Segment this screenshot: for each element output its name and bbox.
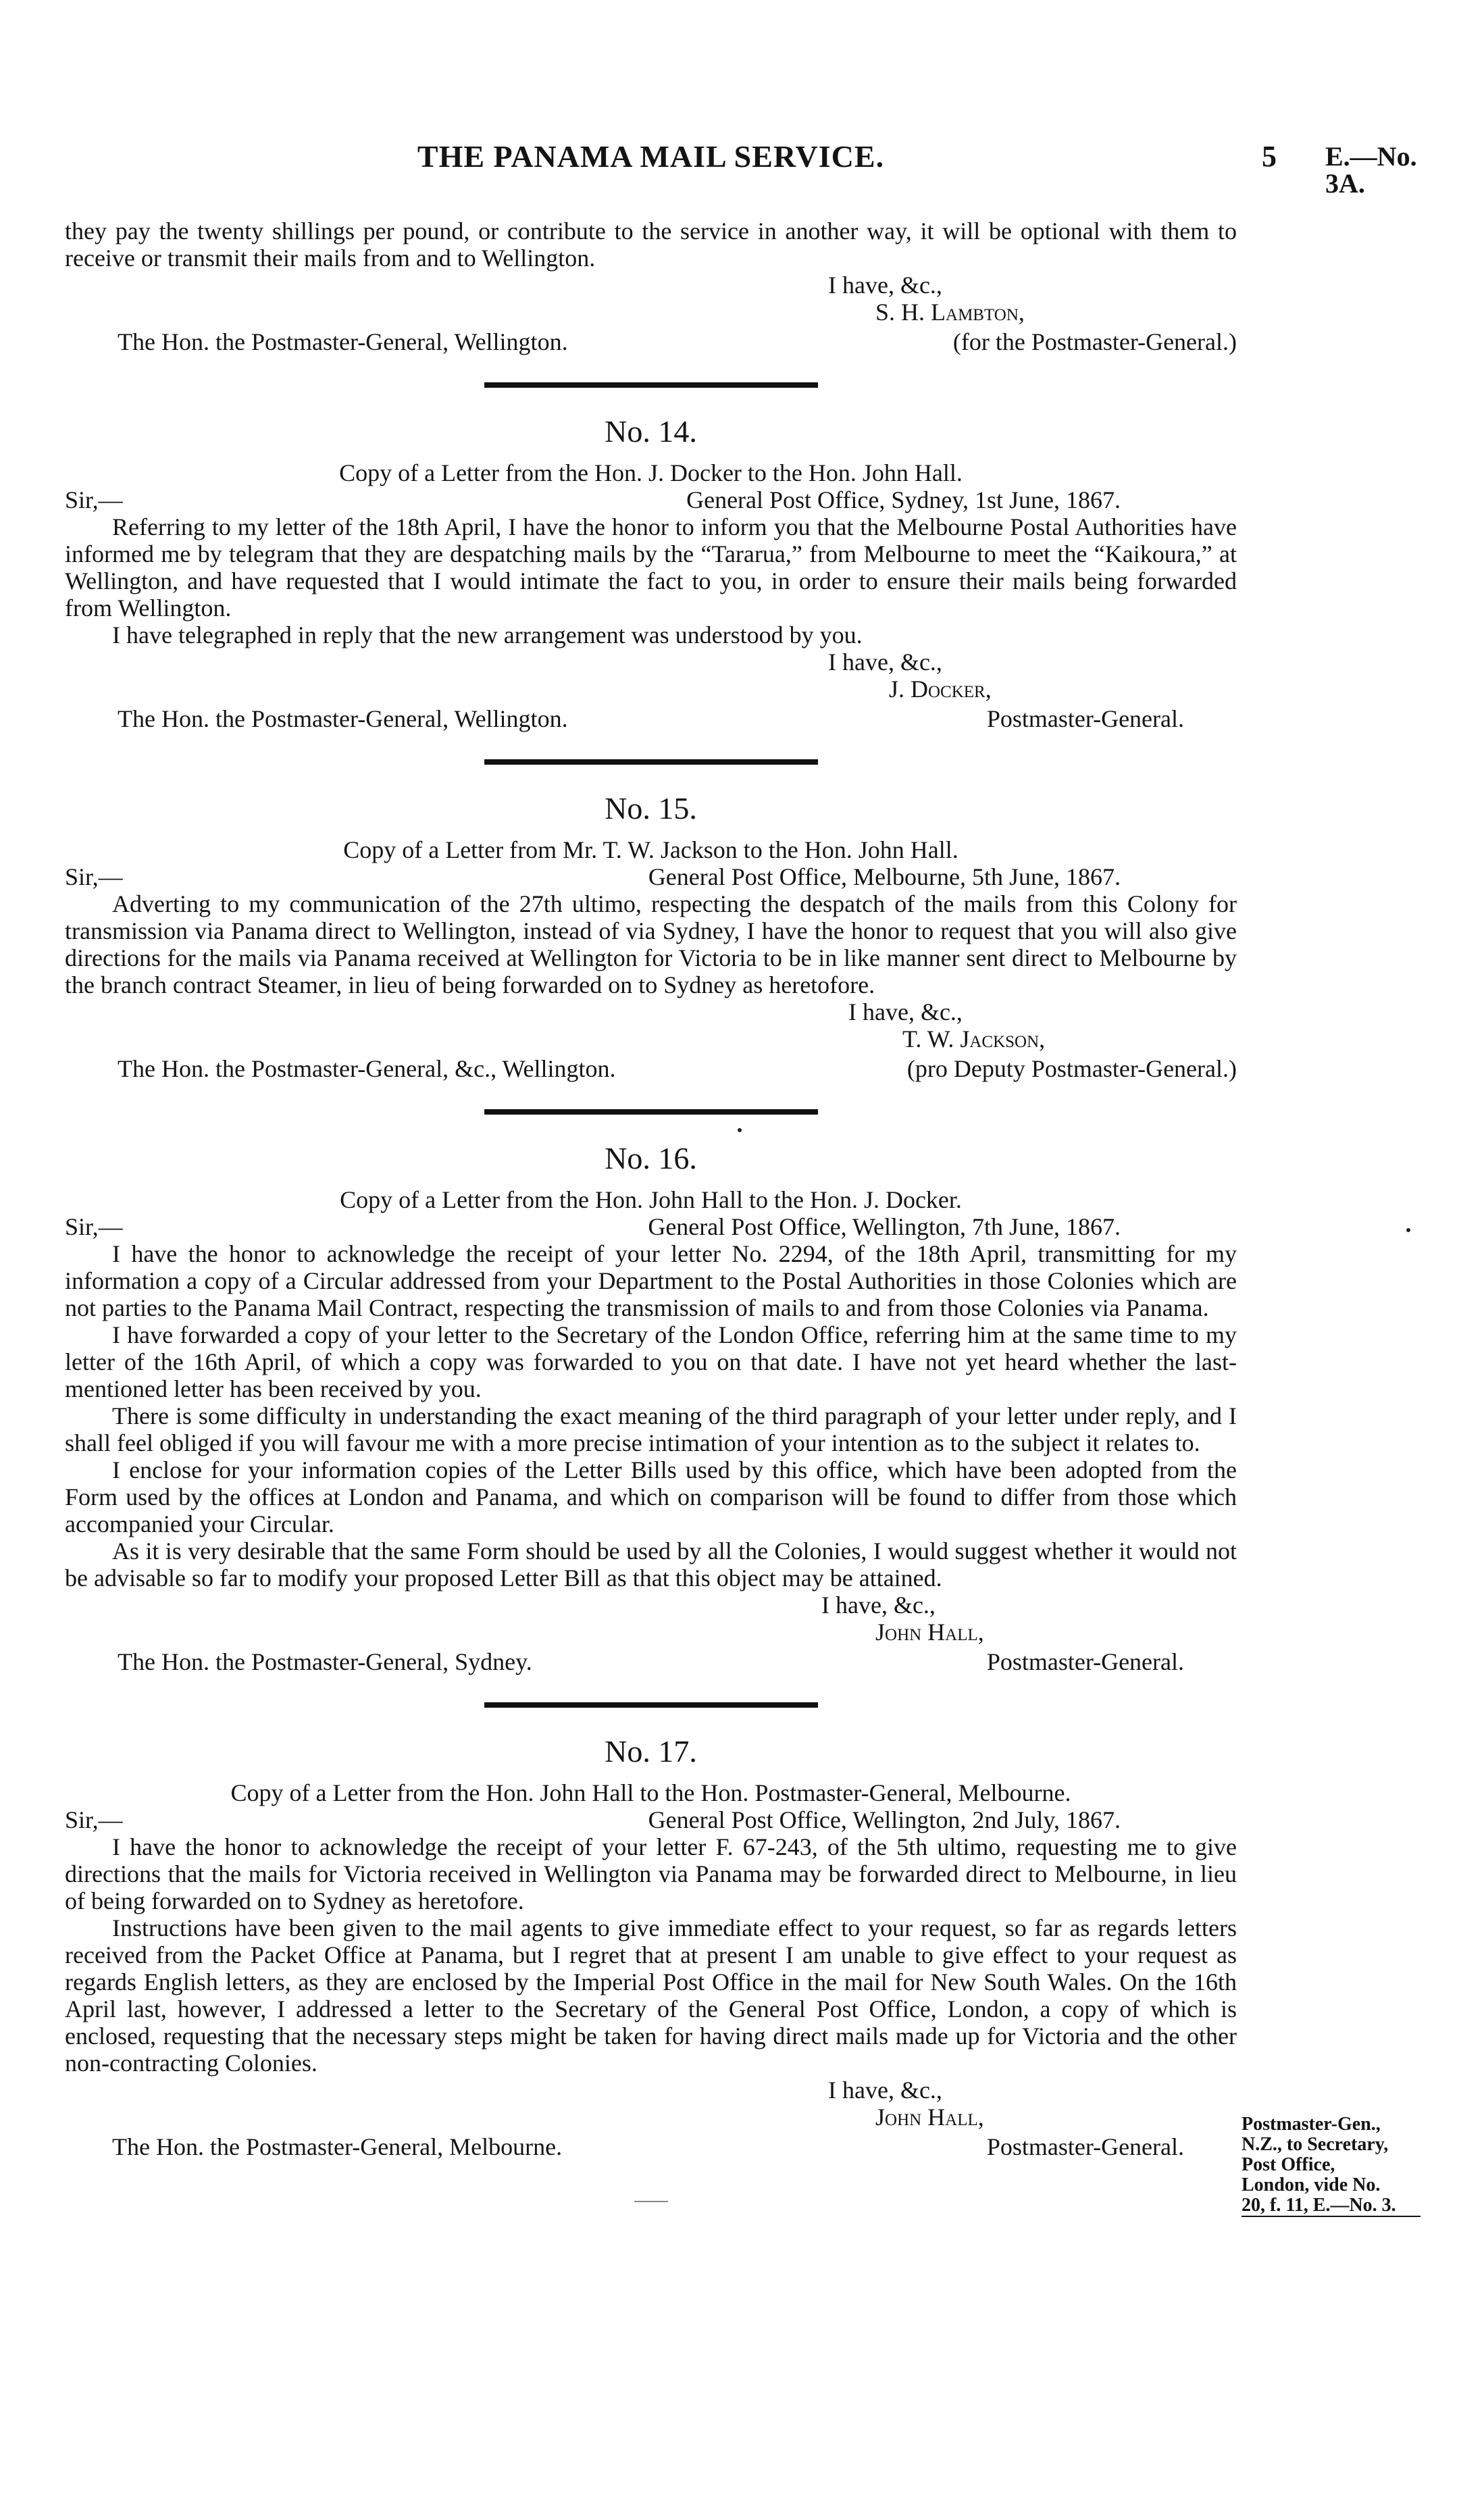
section-rule — [484, 1109, 818, 1115]
signer-name: T. W. Jackson, — [902, 1025, 1046, 1052]
letter-address: General Post Office, Sydney, 1st June, 1867. — [686, 486, 1121, 513]
main-column — [65, 218, 1237, 2202]
signoff-name — [875, 1619, 1237, 1646]
signoff-name — [875, 2104, 1237, 2131]
addressee: The Hon. the Postmaster-General, Wellington. — [118, 328, 568, 355]
end-rule — [634, 2201, 668, 2202]
salutation-row — [65, 863, 1237, 890]
letter-paragraph: As it is very desirable that the same Form should be used by all the Colonies, I would suggest whether it would not be advisable so far to modify your proposed Letter Bill as that this object may be attained. — [65, 1537, 1237, 1592]
closing-row — [65, 1055, 1237, 1082]
intro-paragraph: they pay the twenty shillings per pound, or contribute to the service in another way, it will be optional with them to receive or transmit their mails from and to Wellington. — [65, 218, 1237, 272]
signoff-name — [889, 676, 1237, 703]
letter-address: General Post Office, Wellington, 7th June, 1867. — [648, 1213, 1121, 1240]
signer-name: John Hall, — [875, 1619, 984, 1646]
letter-paragraph: Adverting to my communication of the 27th ultimo, respecting the despatch of the mails from this Colony for transmission via Panama direct to Wellington, instead of via Sydney, I have the honor to request that you will also give directions for the mails via Panama received at Wellington for Victoria to be in like manner sent direct to Melbourne by the branch contract Steamer, in lieu of being forwarded on to Sydney as heretofore. — [65, 890, 1237, 998]
ink-speck — [1406, 1228, 1410, 1232]
salutation: Sir,— — [65, 486, 123, 513]
addressee: The Hon. the Postmaster-General, Melbourne. — [112, 2133, 563, 2160]
margin-note — [1242, 2114, 1421, 2217]
section-rule — [484, 1702, 818, 1708]
margin-note-line: Postmaster-Gen., — [1242, 2114, 1381, 2135]
letter-paragraph: I enclose for your information copies of the Letter Bills used by this office, which have been adopted from the Form used by the offices at London and Panama, and which on comparison will be found to differ from those which accompanied your Circular. — [65, 1456, 1237, 1537]
letter-number: No. 16. — [605, 1141, 697, 1175]
signer-position: Postmaster-General. — [986, 1648, 1184, 1675]
closing-row — [65, 1648, 1237, 1675]
letter-number: No. 15. — [605, 791, 697, 825]
signoff-have: I have, &c., — [848, 998, 963, 1025]
signoff-have: I have, &c., — [821, 1592, 936, 1619]
addressee: The Hon. the Postmaster-General, &c., Wellington. — [118, 1055, 616, 1082]
section-rule — [484, 759, 818, 765]
signoff-name — [902, 1025, 1237, 1052]
signer-name: J. Docker, — [889, 676, 992, 703]
signer-name: S. H. Lambton, — [875, 299, 1025, 326]
margin-note-line: Post Office, — [1242, 2154, 1335, 2175]
margin-note-line: 20, f. 11, E.—No. 3. — [1242, 2195, 1421, 2217]
signer-position: (for the Postmaster-General.) — [952, 328, 1237, 355]
letter-number: No. 17. — [605, 1734, 697, 1768]
letter-heading: Copy of a Letter from the Hon. John Hall to the Hon. Postmaster-General, Melbourne. — [230, 1779, 1071, 1806]
page-number: 5 — [1262, 140, 1277, 173]
ink-speck — [738, 1128, 742, 1132]
signoff-have: I have, &c., — [828, 2077, 942, 2104]
margin-note-line: N.Z., to Secretary, — [1242, 2134, 1389, 2155]
closing-row — [65, 328, 1237, 355]
closing-row — [65, 705, 1237, 732]
letter-paragraph: There is some difficulty in understanding the exact meaning of the third paragraph of your letter under reply, and I shall feel obliged if you will favour me with a more precise intimation of your intention as to the subject it relates to. — [65, 1402, 1237, 1456]
signer-position: Postmaster-General. — [986, 705, 1184, 732]
closing-row — [65, 2133, 1237, 2160]
signer-position: (pro Deputy Postmaster-General.) — [906, 1055, 1237, 1082]
letter-address: General Post Office, Wellington, 2nd July, 1867. — [648, 1806, 1121, 1833]
signer-position: Postmaster-General. — [986, 2133, 1184, 2160]
letter-heading: Copy of a Letter from the Hon. John Hall to the Hon. J. Docker. — [340, 1186, 962, 1213]
signer-name: John Hall, — [875, 2104, 984, 2131]
signoff-have: I have, &c., — [828, 648, 942, 676]
letter-address: General Post Office, Melbourne, 5th June, 1867. — [648, 863, 1121, 890]
letter-heading: Copy of a Letter from Mr. T. W. Jackson to the Hon. John Hall. — [343, 836, 958, 863]
paper-reference: E.—No. 3A. — [1325, 141, 1417, 199]
letter-paragraph: Referring to my letter of the 18th April, I have the honor to inform you that the Melbourne Postal Authorities have informed me by telegram that they are despatching mails by the “Tararua,” from Melbourne to meet the “Kaikoura,” at Wellington, and have requested that I would intimate the fact to you, in order to ensure their mails being forwarded from Wellington. — [65, 513, 1237, 621]
salutation: Sir,— — [65, 1806, 123, 1833]
letter-16 — [65, 1142, 1237, 1675]
addressee: The Hon. the Postmaster-General, Sydney. — [118, 1648, 532, 1675]
section-rule — [484, 382, 818, 388]
intro-continuation — [65, 218, 1237, 355]
salutation-row — [65, 1806, 1237, 1833]
salutation: Sir,— — [65, 863, 123, 890]
letter-14 — [65, 415, 1237, 732]
letter-paragraph: I have telegraphed in reply that the new arrangement was understood by you. — [112, 621, 863, 648]
letter-paragraph: I have the honor to acknowledge the receipt of your letter F. 67-243, of the 5th ultimo, requesting me to give directions that the mails for Victoria received in Wellington via Panama may be forwarded direct to Melbourne, in lieu of being forwarded on to Sydney as heretofore. — [65, 1833, 1237, 1914]
addressee: The Hon. the Postmaster-General, Wellington. — [118, 705, 568, 732]
margin-note-line: London, vide No. — [1242, 2174, 1381, 2195]
letter-number: No. 14. — [605, 414, 697, 449]
salutation-row — [65, 486, 1237, 513]
letter-15 — [65, 792, 1237, 1082]
letter-paragraph: I have the honor to acknowledge the receipt of your letter No. 2294, of the 18th April, transmitting for my information a copy of a Circular addressed from your Department to the Postal Authorities in those Colonies which are not parties to the Panama Mail Contract, respecting the transmission of mails to and from those Colonies via Panama. — [65, 1240, 1237, 1321]
page-header — [65, 139, 1423, 199]
salutation-row — [65, 1213, 1237, 1240]
letter-paragraph: Instructions have been given to the mail agents to give immediate effect to your request, so far as regards letters received from the Packet Office at Panama, but I regret that at present I am unable to give effect to your request as regards English letters, as they are enclosed by the Imperial Post Office in the mail for New South Wales. On the 16th April last, however, I addressed a letter to the Secretary of the General Post Office, London, a copy of which is enclosed, requesting that the necessary steps might be taken for having direct mails made up for Victoria and the other non-contracting Colonies. — [65, 1914, 1237, 2077]
letter-17 — [65, 1735, 1237, 2160]
letter-paragraph: I have forwarded a copy of your letter to the Secretary of the London Office, referring him at the same time to my letter of the 16th April, of which a copy was forwarded to you on that date. I have not yet heard whether the last-mentioned letter has been received by you. — [65, 1321, 1237, 1402]
salutation: Sir,— — [65, 1213, 123, 1240]
signoff-name — [875, 299, 1237, 326]
letter-heading: Copy of a Letter from the Hon. J. Docker to the Hon. John Hall. — [339, 459, 963, 486]
page-title: THE PANAMA MAIL SERVICE. — [417, 139, 885, 174]
signoff-have: I have, &c., — [828, 272, 942, 299]
